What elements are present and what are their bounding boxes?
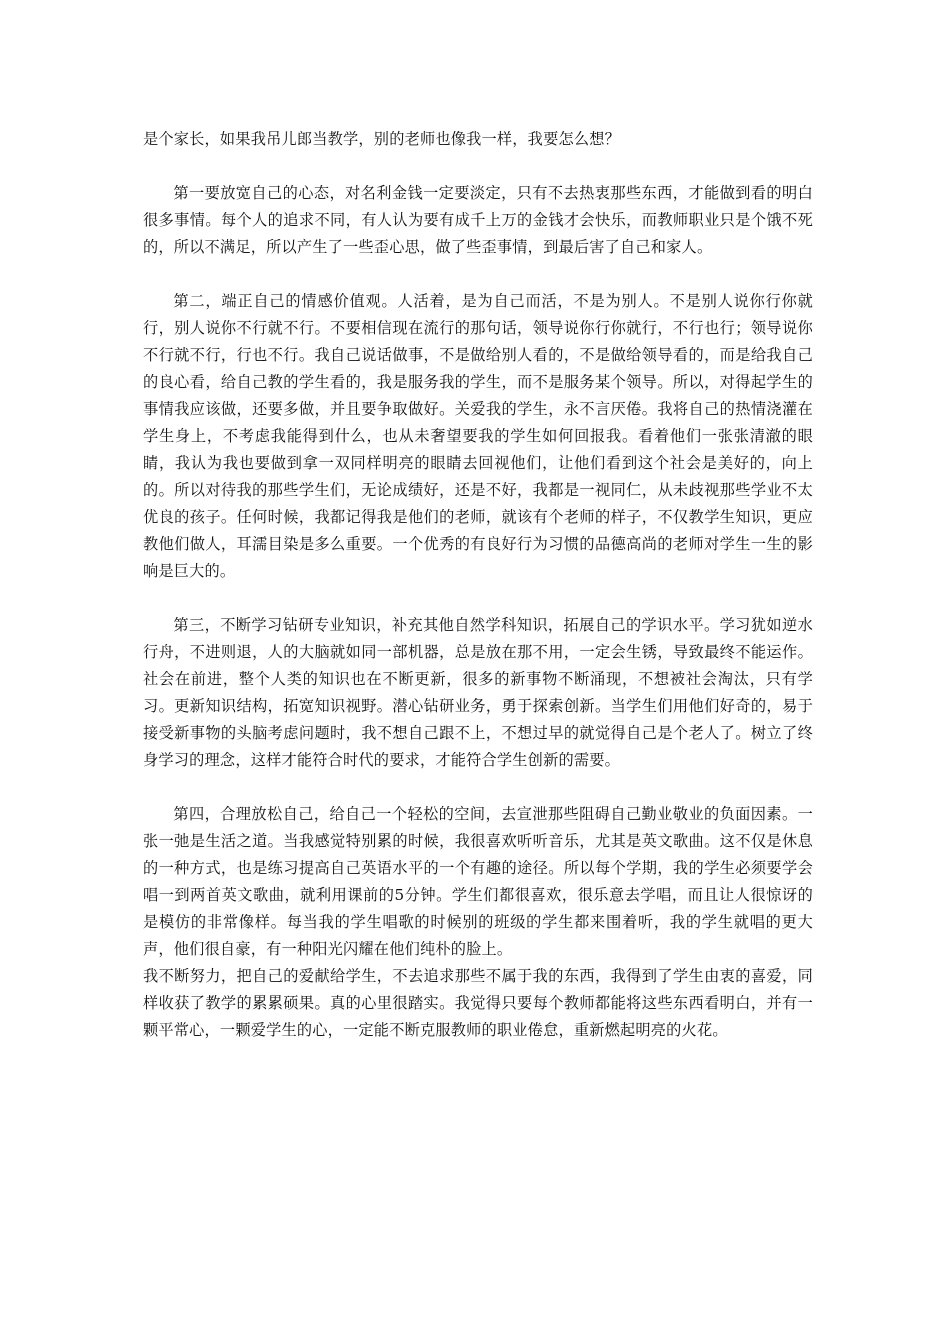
paragraph-conclusion: 我不断努力，把自己的爱献给学生，不去追求那些不属于我的东西，我得到了学生由衷的喜爱，同样收获了教学的累累硕果。真的心里很踏实。我觉得只要每个教师都能将这些东西看明白，并有一颗平常心，一颗爱学生的心，一定能不断克服教师的职业倦怠，重新燃起明亮的火花。 — [143, 967, 813, 1039]
paragraph-fourth-point: 第四，合理放松自己，给自己一个轻松的空间，去宣泄那些阻碍自己勤业敬业的负面因素。一张一弛是生活之道。当我感觉特别累的时候，我很喜欢听听音乐，尤其是英文歌曲。这不仅是休息的一种方式，也是练习提高自己英语水平的一个有趣的途径。所以每个学期，我的学生必须要学会唱一到两首英文歌曲，就利用课前的5分钟。学生们都很喜欢，很乐意去学唱，而且让人很惊讶的是模仿的非常像样。每当我的学生唱歌的时候别的班级的学生都来围着听，我的学生就唱的更大声，他们很自豪，有一种阳光闪耀在他们纯朴的脸上。 — [143, 805, 813, 958]
paragraph-first-point: 第一要放宽自己的心态，对名利金钱一定要淡定，只有不去热衷那些东西，才能做到看的明白很多事情。每个人的追求不同，有人认为要有成千上万的金钱才会快乐，而教师职业只是个饿不死的，所以不满足，所以产生了一些歪心思，做了些歪事情，到最后害了自己和家人。 — [143, 184, 813, 256]
document-page — [143, 126, 813, 1044]
paragraph-second-point: 第二，端正自己的情感价值观。人活着，是为自己而活，不是为别人。不是别人说你行你就行，别人说你不行就不行。不要相信现在流行的那句话，领导说你行你就行，不行也行；领导说你不行就不行，行也不行。我自己说话做事，不是做给别人看的，不是做给领导看的，而是给我自己的良心看，给自己教的学生看的，我是服务我的学生，而不是服务某个领导。所以，对得起学生的事情我应该做，还要多做，并且要争取做好。关爱我的学生，永不言厌倦。我将自己的热情浇灌在学生身上，不考虑我能得到什么，也从未奢望要我的学生如何回报我。看着他们一张张清澈的眼睛，我认为我也要做到拿一双同样明亮的眼睛去回视他们，让他们看到这个社会是美好的，向上的。所以对待我的那些学生们，无论成绩好，还是不好，我都是一视同仁，从未歧视那些学业不太优良的孩子。任何时候，我都记得我是他们的老师，就该有个老师的样子，不仅教学生知识，更应教他们做人，耳濡目染是多么重要。一个优秀的有良好行为习惯的品德高尚的老师对学生一生的影响是巨大的。 — [143, 292, 813, 580]
paragraph-intro: 是个家长，如果我吊儿郎当教学，别的老师也像我一样，我要怎么想？ — [143, 130, 621, 148]
paragraph-third-point: 第三，不断学习钻研专业知识，补充其他自然学科知识，拓展自己的学识水平。学习犹如逆水行舟，不进则退，人的大脑就如同一部机器，总是放在那不用，一定会生锈，导致最终不能运作。社会在前进，整个人类的知识也在不断更新，很多的新事物不断涌现，不想被社会淘汰，只有学习。更新知识结构，拓宽知识视野。潜心钻研业务，勇于探索创新。当学生们用他们好奇的，易于接受新事物的头脑考虑问题时，我不想自己跟不上，不想过早的就觉得自己是个老人了。树立了终身学习的理念，这样才能符合时代的要求，才能符合学生创新的需要。 — [143, 616, 813, 769]
